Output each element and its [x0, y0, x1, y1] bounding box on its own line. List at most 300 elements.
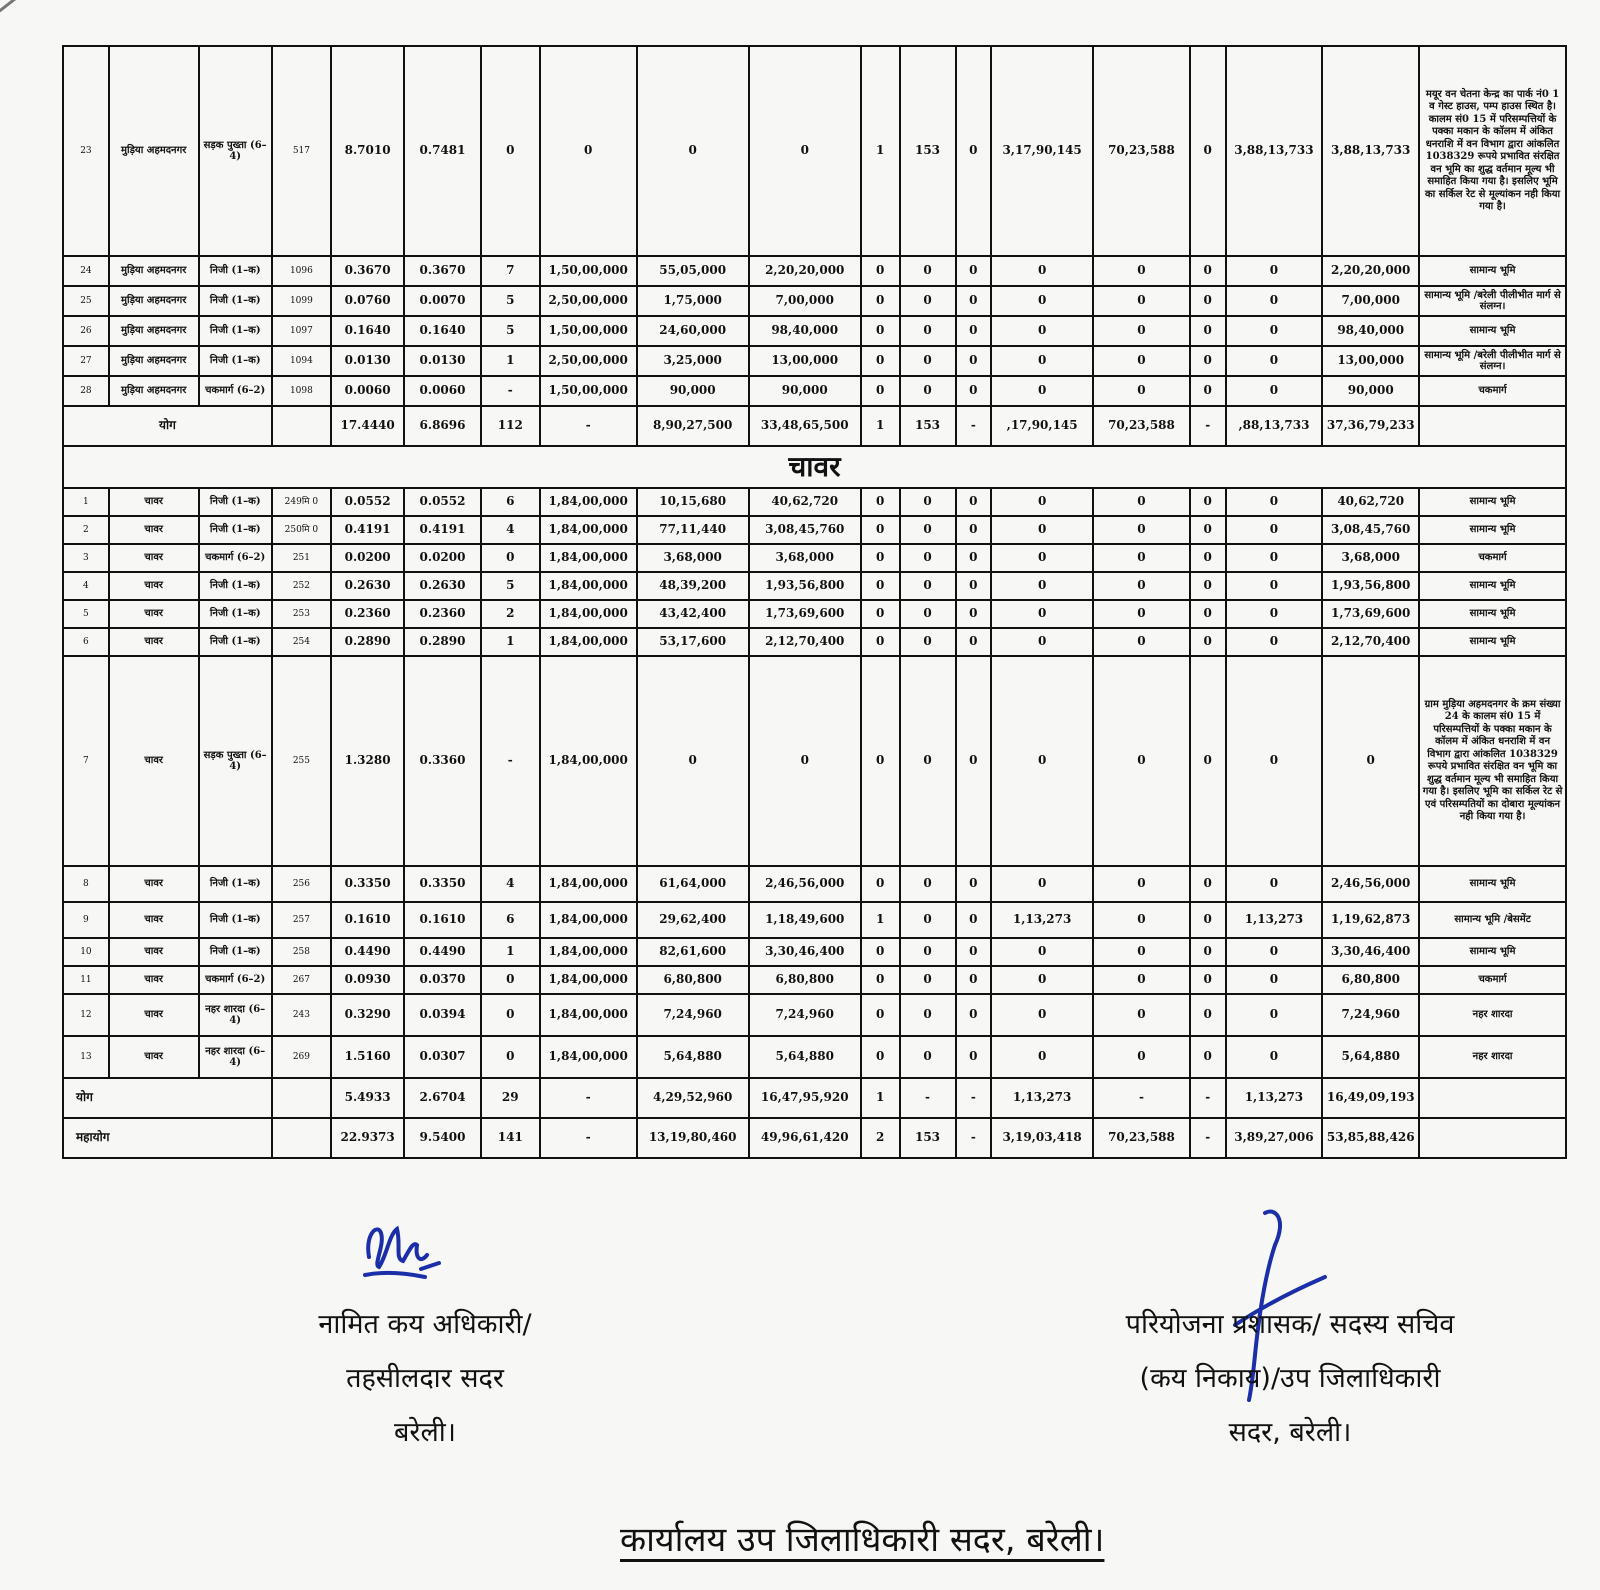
cell-remark: सामान्य भूमि [1419, 516, 1566, 544]
cell-c13: 0 [956, 346, 992, 376]
cell-village: मुड़िया अहमदनगर [109, 346, 199, 376]
cell-c12: 0 [900, 994, 956, 1036]
cell-c7: 7 [481, 256, 540, 286]
cell-c10: 2,46,56,000 [749, 866, 861, 902]
cell-c16: 0 [1190, 488, 1226, 516]
cell-sn: 23 [63, 46, 109, 256]
cell-c11: 0 [861, 1036, 900, 1078]
cell-area-acq: 0.3670 [404, 256, 480, 286]
cell-c11: 0 [861, 966, 900, 994]
cell-village: चावर [109, 600, 199, 628]
cell-area-acq: 0.1610 [404, 902, 480, 938]
cell-area-total: 0.2630 [331, 572, 404, 600]
cell-c15: 0 [1093, 376, 1190, 406]
cell-c17: 0 [1226, 516, 1323, 544]
table-row [63, 316, 1566, 346]
cell-c15: 0 [1093, 1036, 1190, 1078]
cell-gata: 269 [272, 1036, 331, 1078]
cell-c12: 0 [900, 488, 956, 516]
cell-c9: 5,64,880 [637, 1036, 749, 1078]
cell-rate: 1,84,00,000 [540, 572, 637, 600]
cell-area-acq: 0.3360 [404, 656, 480, 866]
cell-sn: 5 [63, 600, 109, 628]
cell-c11: 0 [861, 572, 900, 600]
cell-c16: 0 [1190, 628, 1226, 656]
cell-c10: 3,30,46,400 [749, 938, 861, 966]
cell-c14: 0 [991, 656, 1093, 866]
table-row [63, 994, 1566, 1036]
table-row [63, 286, 1566, 316]
cell-c11: 1 [861, 46, 900, 256]
cell-sn: 24 [63, 256, 109, 286]
cell-c7: - [481, 656, 540, 866]
cell-c17: 0 [1226, 656, 1323, 866]
cell-c13: 0 [956, 628, 992, 656]
compensation-table [62, 45, 1567, 1159]
cell-type: निजी (1–क) [199, 902, 272, 938]
cell-area-acq: 0.0394 [404, 994, 480, 1036]
total-c11: 1 [861, 1078, 900, 1118]
cell-c14: 0 [991, 346, 1093, 376]
cell-rate: 1,84,00,000 [540, 628, 637, 656]
cell-c13: 0 [956, 46, 992, 256]
table-row [63, 572, 1566, 600]
table-row [63, 628, 1566, 656]
office-stamp: कार्यालय उप जिलाधिकारी सदर, बरेली। [620, 1520, 1105, 1560]
cell-c13: 0 [956, 516, 992, 544]
total-c16: - [1190, 1118, 1226, 1158]
cell-type: सड़क पुख्ता (6–4) [199, 46, 272, 256]
cell-area-acq: 0.0307 [404, 1036, 480, 1078]
cell-rate: 1,84,00,000 [540, 902, 637, 938]
cell-c16: 0 [1190, 938, 1226, 966]
cell-area-total: 0.4191 [331, 516, 404, 544]
cell-area-acq: 0.0130 [404, 346, 480, 376]
cell-c16: 0 [1190, 656, 1226, 866]
cell-sn: 3 [63, 544, 109, 572]
cell-c15: 0 [1093, 656, 1190, 866]
cell-remark: नहर शारदा [1419, 994, 1566, 1036]
total-c7: 112 [481, 406, 540, 446]
right-signatory-line-2: (कय निकाय)/उप जिलाधिकारी [1139, 1363, 1441, 1394]
cell-c16: 0 [1190, 966, 1226, 994]
cell-c18: 90,000 [1322, 376, 1419, 406]
cell-remark: चकमार्ग [1419, 376, 1566, 406]
cell-area-acq: 0.1640 [404, 316, 480, 346]
cell-c7: - [481, 376, 540, 406]
total-area-acq: 6.8696 [404, 406, 480, 446]
total-c13: - [956, 406, 992, 446]
cell-remark: सामान्य भूमि /बरेली पीलीभीत मार्ग से संलग्न। [1419, 286, 1566, 316]
cell-c18: 6,80,800 [1322, 966, 1419, 994]
total-area-total: 17.4440 [331, 406, 404, 446]
cell-c14: 0 [991, 516, 1093, 544]
cell-c12: 0 [900, 1036, 956, 1078]
cell-c15: 0 [1093, 572, 1190, 600]
cell-remark: सामान्य भूमि [1419, 628, 1566, 656]
cell-village: मुड़िया अहमदनगर [109, 376, 199, 406]
cell-c18: 1,93,56,800 [1322, 572, 1419, 600]
total-rate: - [540, 406, 637, 446]
cell-village: चावर [109, 902, 199, 938]
cell-area-acq: 0.4191 [404, 516, 480, 544]
cell-c11: 0 [861, 544, 900, 572]
cell-c12: 0 [900, 286, 956, 316]
cell-c11: 0 [861, 994, 900, 1036]
table-row [63, 544, 1566, 572]
cell-c11: 0 [861, 938, 900, 966]
cell-c17: 0 [1226, 346, 1323, 376]
cell-blank [1419, 406, 1566, 446]
left-signatory-line-2: तहसीलदार सदर [346, 1363, 504, 1394]
cell-village: चावर [109, 656, 199, 866]
cell-c12: 153 [900, 46, 956, 256]
total-c13: - [956, 1118, 992, 1158]
cell-c17: 0 [1226, 286, 1323, 316]
table-row [63, 346, 1566, 376]
cell-c14: 0 [991, 488, 1093, 516]
cell-c16: 0 [1190, 516, 1226, 544]
cell-c18: 40,62,720 [1322, 488, 1419, 516]
cell-gata: 252 [272, 572, 331, 600]
cell-c18: 3,88,13,733 [1322, 46, 1419, 256]
cell-c9: 90,000 [637, 376, 749, 406]
cell-c11: 0 [861, 866, 900, 902]
cell-c14: 0 [991, 938, 1093, 966]
table-row [63, 600, 1566, 628]
total-c14: ,17,90,145 [991, 406, 1093, 446]
cell-c16: 0 [1190, 46, 1226, 256]
cell-c16: 0 [1190, 866, 1226, 902]
table-body-chavar [63, 488, 1566, 1158]
cell-area-total: 0.2890 [331, 628, 404, 656]
cell-c15: 0 [1093, 544, 1190, 572]
total-c11: 2 [861, 1118, 900, 1158]
cell-c16: 0 [1190, 544, 1226, 572]
cell-gata: 1096 [272, 256, 331, 286]
cell-c17: 0 [1226, 572, 1323, 600]
cell-c15: 0 [1093, 902, 1190, 938]
cell-area-acq: 0.7481 [404, 46, 480, 256]
cell-sn: 10 [63, 938, 109, 966]
cell-c16: 0 [1190, 346, 1226, 376]
cell-blank [272, 406, 331, 446]
cell-c18: 2,20,20,000 [1322, 256, 1419, 286]
cell-area-acq: 0.0552 [404, 488, 480, 516]
cell-c9: 3,25,000 [637, 346, 749, 376]
cell-gata: 257 [272, 902, 331, 938]
cell-c14: 0 [991, 966, 1093, 994]
cell-village: चावर [109, 488, 199, 516]
cell-c11: 0 [861, 656, 900, 866]
cell-sn: 13 [63, 1036, 109, 1078]
cell-area-total: 0.3290 [331, 994, 404, 1036]
cell-c9: 0 [637, 46, 749, 256]
cell-c17: 0 [1226, 628, 1323, 656]
cell-c7: 5 [481, 316, 540, 346]
cell-remark: सामान्य भूमि /बेसमेंट [1419, 902, 1566, 938]
cell-c16: 0 [1190, 1036, 1226, 1078]
cell-sn: 11 [63, 966, 109, 994]
total-area-total: 22.9373 [331, 1118, 404, 1158]
cell-c16: 0 [1190, 256, 1226, 286]
cell-c9: 1,75,000 [637, 286, 749, 316]
cell-c14: 0 [991, 286, 1093, 316]
cell-c18: 7,24,960 [1322, 994, 1419, 1036]
cell-c18: 3,08,45,760 [1322, 516, 1419, 544]
cell-c13: 0 [956, 902, 992, 938]
cell-remark: चकमार्ग [1419, 544, 1566, 572]
cell-gata: 1099 [272, 286, 331, 316]
cell-c15: 0 [1093, 966, 1190, 994]
total-c9: 4,29,52,960 [637, 1078, 749, 1118]
cell-sn: 26 [63, 316, 109, 346]
cell-c10: 2,12,70,400 [749, 628, 861, 656]
cell-remark: सामान्य भूमि [1419, 256, 1566, 286]
cell-type: निजी (1–क) [199, 600, 272, 628]
cell-c15: 0 [1093, 866, 1190, 902]
cell-c12: 0 [900, 516, 956, 544]
right-signatory-line-1: परियोजना प्रशासक/ सदस्य सचिव [1125, 1309, 1455, 1340]
cell-c10: 1,73,69,600 [749, 600, 861, 628]
cell-c18: 98,40,000 [1322, 316, 1419, 346]
cell-area-acq: 0.0370 [404, 966, 480, 994]
cell-area-total: 0.0930 [331, 966, 404, 994]
cell-gata: 256 [272, 866, 331, 902]
cell-rate: 1,84,00,000 [540, 966, 637, 994]
cell-c12: 0 [900, 866, 956, 902]
cell-c18: 7,00,000 [1322, 286, 1419, 316]
cell-c10: 5,64,880 [749, 1036, 861, 1078]
cell-c7: 0 [481, 46, 540, 256]
total-c9: 13,19,80,460 [637, 1118, 749, 1158]
cell-c15: 0 [1093, 994, 1190, 1036]
cell-c14: 0 [991, 600, 1093, 628]
cell-area-acq: 0.2890 [404, 628, 480, 656]
cell-type: नहर शारदा (6–4) [199, 994, 272, 1036]
cell-sn: 27 [63, 346, 109, 376]
total-row [63, 1118, 1566, 1158]
cell-c15: 0 [1093, 488, 1190, 516]
cell-c9: 3,68,000 [637, 544, 749, 572]
cell-c13: 0 [956, 866, 992, 902]
cell-type: निजी (1–क) [199, 488, 272, 516]
total-c15: 70,23,588 [1093, 406, 1190, 446]
cell-remark: सामान्य भूमि [1419, 488, 1566, 516]
total-c10: 33,48,65,500 [749, 406, 861, 446]
cell-sn: 9 [63, 902, 109, 938]
cell-rate: 1,84,00,000 [540, 1036, 637, 1078]
cell-c7: 0 [481, 1036, 540, 1078]
cell-c15: 0 [1093, 600, 1190, 628]
cell-c7: 6 [481, 902, 540, 938]
cell-c13: 0 [956, 316, 992, 346]
cell-c13: 0 [956, 966, 992, 994]
total-c12: - [900, 1078, 956, 1118]
signature-block-right [1075, 1298, 1505, 1460]
cell-remark: ग्राम मुड़िया अहमदनगर के क्रम संख्या 24 के कालम सं0 15 में परिसम्पत्तियों के पक्का मकान के कॉलम में अंकित धनराशि में वन विभाग द्वारा आंकलित 1038329 रूपये प्रभावित संरक्षित वन भूमि का शुद्ध वर्तमान मूल्य भी समाहित किया गया है। इसलिए भूमि का सर्किल रेट से एवं परिसम्पतियों का दोबारा मूल्यांकन नही किया गया है। [1419, 656, 1566, 866]
total-c17: 3,89,27,006 [1226, 1118, 1323, 1158]
cell-c9: 24,60,000 [637, 316, 749, 346]
cell-c10: 3,68,000 [749, 544, 861, 572]
cell-c9: 7,24,960 [637, 994, 749, 1036]
cell-c18: 13,00,000 [1322, 346, 1419, 376]
cell-c17: 0 [1226, 488, 1323, 516]
cell-c17: 0 [1226, 866, 1323, 902]
cell-c15: 0 [1093, 316, 1190, 346]
cell-c7: 0 [481, 544, 540, 572]
cell-remark: सामान्य भूमि [1419, 316, 1566, 346]
cell-c7: 0 [481, 966, 540, 994]
cell-c10: 98,40,000 [749, 316, 861, 346]
right-signatory-line-3: सदर, बरेली। [1228, 1417, 1352, 1448]
cell-c18: 3,30,46,400 [1322, 938, 1419, 966]
cell-c12: 0 [900, 544, 956, 572]
cell-gata: 1094 [272, 346, 331, 376]
cell-c14: 0 [991, 628, 1093, 656]
total-c16: - [1190, 1078, 1226, 1118]
cell-c18: 1,73,69,600 [1322, 600, 1419, 628]
total-c7: 141 [481, 1118, 540, 1158]
cell-c18: 5,64,880 [1322, 1036, 1419, 1078]
total-c15: - [1093, 1078, 1190, 1118]
cell-c12: 0 [900, 966, 956, 994]
cell-c9: 43,42,400 [637, 600, 749, 628]
cell-c9: 82,61,600 [637, 938, 749, 966]
cell-c11: 0 [861, 316, 900, 346]
cell-remark: सामान्य भूमि /बरेली पीलीभीत मार्ग से संलग्न। [1419, 346, 1566, 376]
total-c10: 49,96,61,420 [749, 1118, 861, 1158]
cell-sn: 2 [63, 516, 109, 544]
cell-c11: 1 [861, 902, 900, 938]
cell-village: मुड़िया अहमदनगर [109, 316, 199, 346]
cell-village: चावर [109, 628, 199, 656]
cell-remark: सामान्य भूमि [1419, 600, 1566, 628]
cell-gata: 267 [272, 966, 331, 994]
cell-c17: 0 [1226, 1036, 1323, 1078]
cell-c13: 0 [956, 544, 992, 572]
cell-c10: 13,00,000 [749, 346, 861, 376]
cell-c7: 5 [481, 286, 540, 316]
cell-gata: 251 [272, 544, 331, 572]
cell-area-total: 0.3670 [331, 256, 404, 286]
cell-c10: 90,000 [749, 376, 861, 406]
total-rate: - [540, 1078, 637, 1118]
cell-area-acq: 0.4490 [404, 938, 480, 966]
cell-gata: 254 [272, 628, 331, 656]
cell-gata: 1097 [272, 316, 331, 346]
cell-gata: 1098 [272, 376, 331, 406]
cell-area-acq: 0.2360 [404, 600, 480, 628]
cell-c11: 0 [861, 600, 900, 628]
cell-c17: 1,13,273 [1226, 902, 1323, 938]
cell-c12: 0 [900, 376, 956, 406]
cell-area-acq: 0.0060 [404, 376, 480, 406]
table-body-mudiya [63, 46, 1566, 446]
total-c14: 3,19,03,418 [991, 1118, 1093, 1158]
cell-c14: 0 [991, 572, 1093, 600]
cell-gata: 250मि 0 [272, 516, 331, 544]
cell-c7: 0 [481, 994, 540, 1036]
cell-c14: 3,17,90,145 [991, 46, 1093, 256]
cell-village: चावर [109, 966, 199, 994]
table-row [63, 488, 1566, 516]
cell-c7: 5 [481, 572, 540, 600]
cell-c9: 48,39,200 [637, 572, 749, 600]
cell-c10: 7,00,000 [749, 286, 861, 316]
cell-c9: 61,64,000 [637, 866, 749, 902]
cell-c7: 4 [481, 866, 540, 902]
cell-village: चावर [109, 938, 199, 966]
cell-c10: 1,18,49,600 [749, 902, 861, 938]
total-label: महायोग [63, 1118, 272, 1158]
cell-c10: 0 [749, 46, 861, 256]
cell-area-total: 0.1610 [331, 902, 404, 938]
cell-remark: सामान्य भूमि [1419, 572, 1566, 600]
cell-sn: 4 [63, 572, 109, 600]
cell-village: चावर [109, 544, 199, 572]
cell-village: मुड़िया अहमदनगर [109, 256, 199, 286]
table-row [63, 46, 1566, 256]
cell-c13: 0 [956, 600, 992, 628]
cell-village: चावर [109, 994, 199, 1036]
cell-c17: 0 [1226, 938, 1323, 966]
cell-type: निजी (1–क) [199, 316, 272, 346]
cell-c13: 0 [956, 572, 992, 600]
table-row [63, 966, 1566, 994]
cell-c16: 0 [1190, 902, 1226, 938]
cell-c18: 2,12,70,400 [1322, 628, 1419, 656]
cell-c11: 0 [861, 516, 900, 544]
cell-c7: 6 [481, 488, 540, 516]
cell-c12: 0 [900, 902, 956, 938]
cell-village: चावर [109, 516, 199, 544]
cell-sn: 25 [63, 286, 109, 316]
cell-gata: 249मि 0 [272, 488, 331, 516]
cell-c17: 0 [1226, 994, 1323, 1036]
cell-area-total: 1.5160 [331, 1036, 404, 1078]
cell-area-total: 8.7010 [331, 46, 404, 256]
cell-gata: 243 [272, 994, 331, 1036]
cell-c10: 2,20,20,000 [749, 256, 861, 286]
cell-c18: 2,46,56,000 [1322, 866, 1419, 902]
cell-c12: 0 [900, 256, 956, 286]
cell-c17: 3,88,13,733 [1226, 46, 1323, 256]
cell-c13: 0 [956, 376, 992, 406]
total-area-acq: 2.6704 [404, 1078, 480, 1118]
cell-rate: 1,50,00,000 [540, 316, 637, 346]
cell-area-acq: 0.0200 [404, 544, 480, 572]
cell-remark: मयूर वन चेतना केन्द्र का पार्क नं0 1 व गेस्ट हाउस, पम्प हाउस स्थित है। कालम सं0 15 में परिसम्पत्तियों के पक्का मकान के कॉलम में अंकित धनराशि में वन विभाग द्वारा आंकलित 1038329 रूपये प्रभावित संरक्षित वन भूमि का शुद्ध वर्तमान मूल्य भी समाहित किया गया है। इसलिए भूमि का सर्किल रेट से मूल्यांकन नही किया गया है। [1419, 46, 1566, 256]
cell-c15: 0 [1093, 938, 1190, 966]
total-rate: - [540, 1118, 637, 1158]
cell-area-total: 0.4490 [331, 938, 404, 966]
cell-blank [272, 1118, 331, 1158]
cell-type: नहर शारदा (6–4) [199, 1036, 272, 1078]
cell-c17: 0 [1226, 256, 1323, 286]
cell-c7: 1 [481, 938, 540, 966]
total-c14: 1,13,273 [991, 1078, 1093, 1118]
cell-c14: 0 [991, 316, 1093, 346]
cell-c11: 0 [861, 346, 900, 376]
total-c16: - [1190, 406, 1226, 446]
cell-rate: 1,84,00,000 [540, 488, 637, 516]
total-c12: 153 [900, 1118, 956, 1158]
total-c9: 8,90,27,500 [637, 406, 749, 446]
cell-c14: 0 [991, 994, 1093, 1036]
cell-c9: 55,05,000 [637, 256, 749, 286]
left-signatory-line-1: नामित कय अधिकारी/ [318, 1309, 532, 1340]
